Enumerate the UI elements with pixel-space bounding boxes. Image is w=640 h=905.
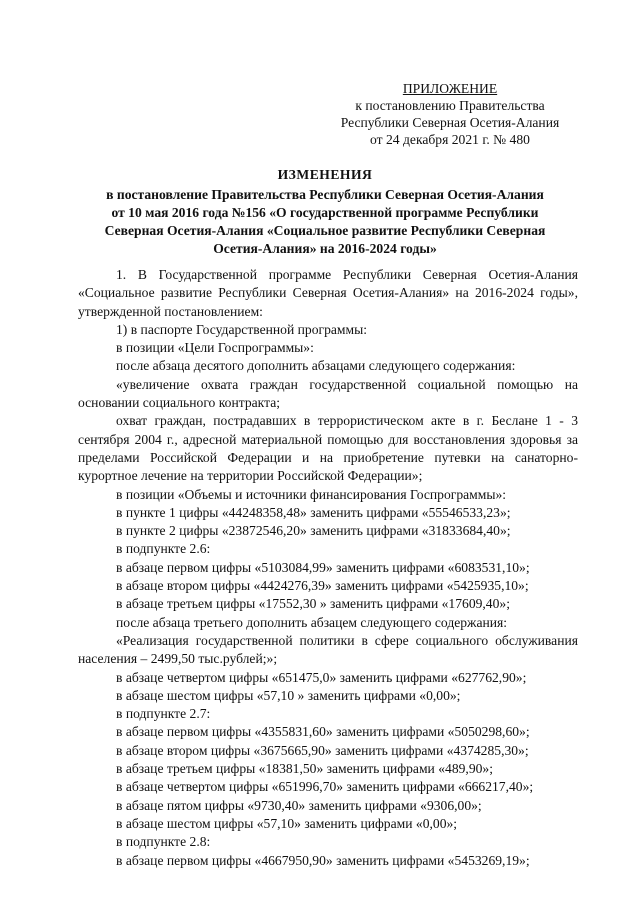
paragraph-23: в абзаце пятом цифры «9730,40» заменить цифрами «9306,00»; bbox=[116, 797, 482, 813]
paragraph-26: в абзаце первом цифры «4667950,90» заменить цифрами «5453269,19»; bbox=[116, 852, 530, 868]
paragraph-10: в подпункте 2.6: bbox=[116, 541, 211, 557]
paragraph-25: в подпункте 2.8: bbox=[116, 834, 211, 850]
appendix-title: ПРИЛОЖЕНИЕ bbox=[402, 81, 498, 96]
appendix-line-3: от 24 декабря 2021 г. № 480 bbox=[370, 132, 530, 147]
paragraph-12: в абзаце втором цифры «4424276,39» заменить цифрами «5425935,10»; bbox=[116, 578, 529, 594]
appendix-line-2: Республики Северная Осетия-Алания bbox=[340, 115, 560, 130]
paragraph-2: 1) в паспорте Государственной программы: bbox=[116, 321, 368, 337]
paragraph-24: в абзаце шестом цифры «57,10» заменить цифрами «0,00»; bbox=[116, 815, 458, 831]
appendix-block bbox=[330, 80, 570, 148]
paragraph-15: «Реализация государственной политики в сфере социального обслуживания населения – 2499,50 тыс.рублей;»; bbox=[78, 632, 578, 667]
paragraph-14: после абзаца третьего дополнить абзацем следующего содержания: bbox=[116, 614, 508, 630]
paragraph-21: в абзаце третьем цифры «18381,50» заменить цифрами «489,90»; bbox=[116, 761, 493, 777]
paragraph-7: в позиции «Объемы и источники финансирования Госпрограммы»: bbox=[116, 486, 507, 502]
heading-line-1: в постановление Правительства Республики Северная Осетия-Алания bbox=[106, 187, 544, 202]
paragraph-19: в абзаце первом цифры «4355831,60» заменить цифрами «5050298,60»; bbox=[116, 724, 530, 740]
heading-line-4: Осетия-Алания» на 2016-2024 годы» bbox=[213, 241, 437, 256]
paragraph-3: в позиции «Цели Госпрограммы»: bbox=[116, 340, 314, 356]
paragraph-1: 1. В Государственной программе Республики Северная Осетия-Алания «Социальное развитие Республики Северная Осетия-Алания» на 2016-2024 годы», утвержденной постановлением: bbox=[78, 267, 578, 319]
heading-line-2: от 10 мая 2016 года №156 «О государственной программе Республики bbox=[111, 205, 539, 220]
paragraph-13: в абзаце третьем цифры «17552,30 » заменить цифрами «17609,40»; bbox=[116, 596, 510, 612]
paragraph-22: в абзаце четвертом цифры «651996,70» заменить цифрами «666217,40»; bbox=[116, 779, 534, 795]
paragraph-6: охват граждан, пострадавших в террористическом акте в г. Беслане 1 - 3 сентября 2004 г., адресной материальной помощью для восстановления здоровья за пределами Российской Федерации и на приобретение путевки на санаторно-курортное лечение на территории Российской Федерации»; bbox=[78, 413, 578, 484]
paragraph-18: в подпункте 2.7: bbox=[116, 706, 211, 722]
heading-title: ИЗМЕНЕНИЯ bbox=[277, 167, 373, 182]
paragraph-16: в абзаце четвертом цифры «651475,0» заменить цифрами «627762,90»; bbox=[116, 669, 527, 685]
paragraph-17: в абзаце шестом цифры «57,10 » заменить цифрами «0,00»; bbox=[116, 687, 461, 703]
heading-line-3: Северная Осетия-Алания «Социальное развитие Республики Северная bbox=[104, 223, 546, 238]
paragraph-5: «увеличение охвата граждан государственной социальной помощью на основании социального контракта; bbox=[78, 376, 578, 411]
appendix-line-1: к постановлению Правительства bbox=[355, 98, 545, 113]
paragraph-4: после абзаца десятого дополнить абзацами следующего содержания: bbox=[116, 358, 516, 374]
paragraph-9: в пункте 2 цифры «23872546,20» заменить цифрами «31833684,40»; bbox=[116, 523, 511, 539]
paragraph-11: в абзаце первом цифры «5103084,99» заменить цифрами «6083531,10»; bbox=[116, 559, 530, 575]
document-body bbox=[78, 266, 578, 870]
document-heading bbox=[75, 166, 575, 258]
paragraph-20: в абзаце втором цифры «3675665,90» заменить цифрами «4374285,30»; bbox=[116, 742, 529, 758]
paragraph-8: в пункте 1 цифры «44248358,48» заменить цифрами «55546533,23»; bbox=[116, 504, 511, 520]
